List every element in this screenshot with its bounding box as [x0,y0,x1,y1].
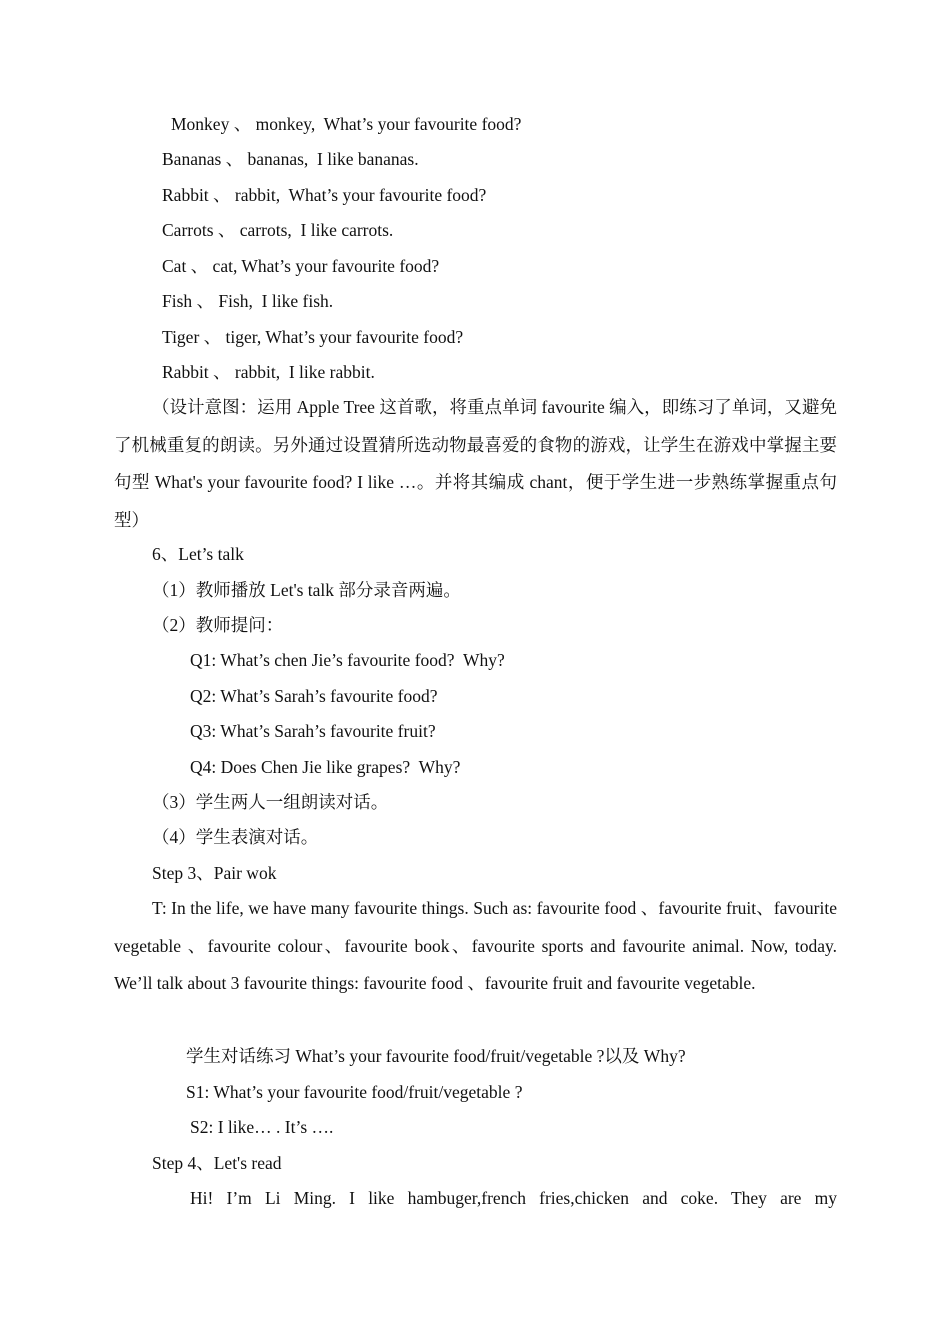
song-line: Rabbit 、 rabbit, What’s your favourite food? [162,185,487,205]
song-line: Cat 、 cat, What’s your favourite food? [162,256,440,276]
dialogue-line: S2: I like… . It’s …. [190,1117,334,1137]
dialogue-line: S1: What’s your favourite food/fruit/vegetable ? [186,1082,523,1102]
question-item: Q1: What’s chen Jie’s favourite food? Why? [190,650,505,670]
step-heading: Step 3、Pair wok [152,863,277,883]
list-item: （1）教师播放 Let's talk 部分录音两遍。 [152,580,461,600]
practice-line: 学生对话练习 What’s your favourite food/fruit/vegetable ?以及 Why? [186,1046,686,1066]
question-item: Q2: What’s Sarah’s favourite food? [190,686,438,706]
step4-paragraph: Hi! I’m Li Ming. I like hambuger,french fries,chicken and coke. They are my [190,1188,837,1208]
list-item: （4）学生表演对话。 [152,827,319,847]
list-item: （3）学生两人一组朗读对话。 [152,792,389,812]
song-line: Carrots 、 carrots, I like carrots. [162,220,394,240]
step3-paragraph: T: In the life, we have many favourite things. Such as: favourite food 、favourite fruit、favourite vegetable 、favourite colour、favourite book、favourite sports and favourite animal. Now, today. We’ll talk about 3 favourite things: favourite food 、favourite fruit and favourite vegetable. [114,898,837,993]
song-line: Monkey 、 monkey, What’s your favourite food? [171,114,522,134]
song-line: Bananas 、 bananas, I like bananas. [162,149,419,169]
song-line: Tiger 、 tiger, What’s your favourite food? [162,327,464,347]
question-item: Q3: What’s Sarah’s favourite fruit? [190,721,436,741]
question-item: Q4: Does Chen Jie like grapes? Why? [190,757,461,777]
song-line: Fish 、 Fish, I like fish. [162,291,334,311]
step-heading: Step 4、Let's read [152,1153,282,1173]
design-note-paragraph: （设计意图：运用 Apple Tree 这首歌，将重点单词 favourite 编入，即练习了单词，又避免了机械重复的朗读。另外通过设置猜所选动物最喜爱的食物的游戏，让学生在游戏中掌握主要句型 What's your favourite food? I like …。并将其编成 chant，便于学生进一步熟练掌握重点句型） [114,397,837,530]
song-line: Rabbit 、 rabbit, I like rabbit. [162,362,375,382]
section-heading: 6、Let’s talk [152,544,244,564]
list-item: （2）教师提问： [152,615,284,635]
